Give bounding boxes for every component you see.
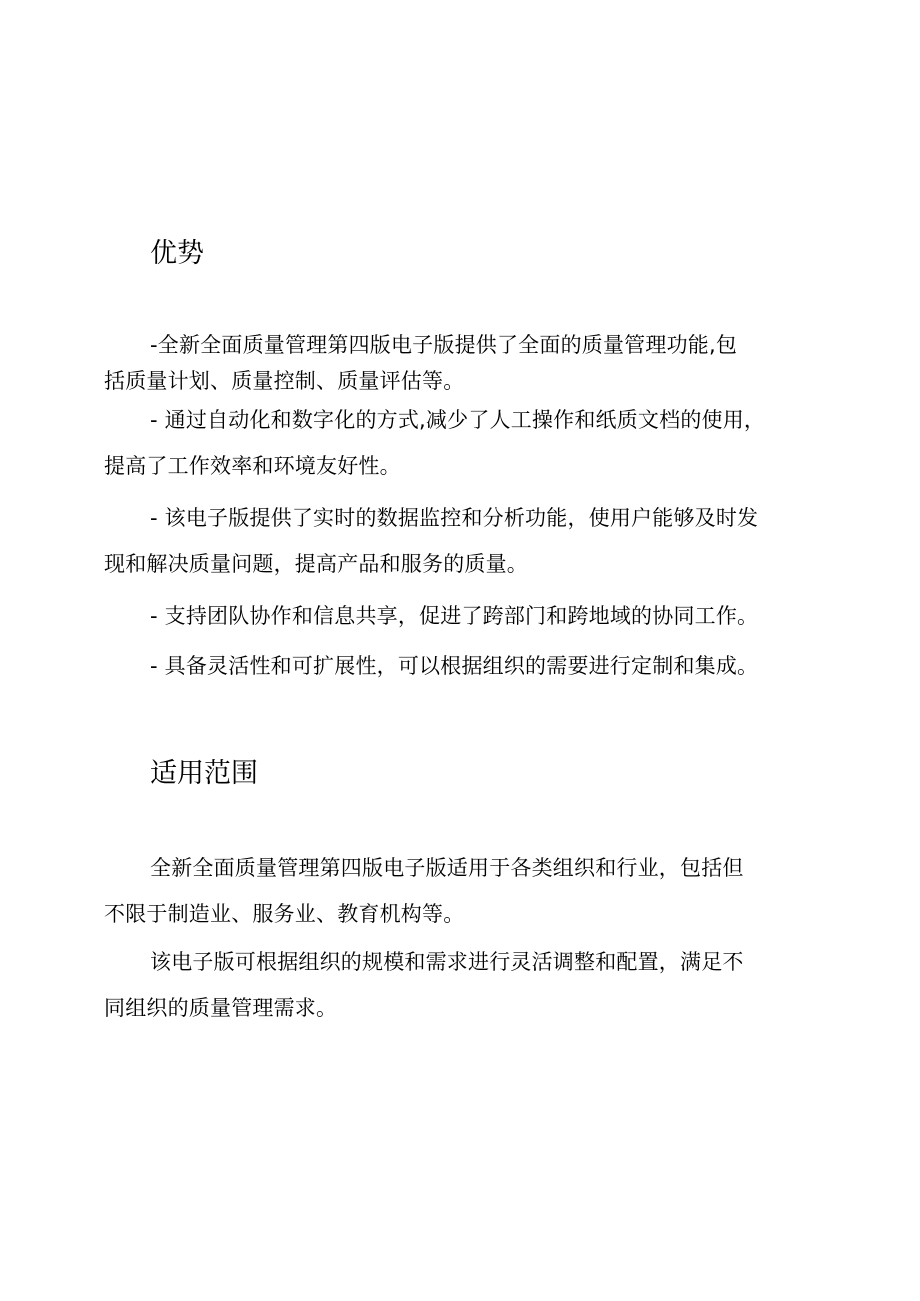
advantage-paragraph-3 bbox=[104, 500, 804, 582]
paragraph-line: 该电子版可根据组织的规模和需求进行灵活调整和配置，满足不 bbox=[150, 950, 744, 974]
section-heading-advantages: 优势 bbox=[150, 238, 204, 269]
paragraph-line: 现和解决质量问题，提高产品和服务的质量。 bbox=[104, 552, 528, 576]
paragraph-line: -全新全面质量管理第四版电子版提供了全面的质量管理功能,包 bbox=[150, 333, 738, 357]
paragraph-line: 提高了工作效率和环境友好性。 bbox=[104, 454, 401, 478]
paragraph-line: - 具备灵活性和可扩展性，可以根据组织的需要进行定制和集成。 bbox=[150, 654, 759, 678]
advantage-paragraph-1 bbox=[104, 327, 804, 399]
paragraph-line: - 通过自动化和数字化的方式,减少了人工操作和纸质文档的使用， bbox=[150, 408, 766, 432]
paragraph-line: 括质量计划、质量控制、质量评估等。 bbox=[104, 369, 465, 393]
paragraph-line: - 该电子版提供了实时的数据监控和分析功能，使用户能够及时发 bbox=[150, 506, 759, 530]
paragraph-line: 不限于制造业、服务业、教育机构等。 bbox=[104, 902, 465, 926]
advantage-paragraph-5 bbox=[104, 648, 804, 684]
paragraph-line: - 支持团队协作和信息共享，促进了跨部门和跨地域的协同工作。 bbox=[150, 604, 759, 628]
paragraph-line: 全新全面质量管理第四版电子版适用于各类组织和行业，包括但 bbox=[150, 856, 744, 880]
advantage-paragraph-4 bbox=[104, 598, 804, 634]
advantage-paragraph-2 bbox=[104, 402, 804, 484]
section-heading-scope: 适用范围 bbox=[150, 758, 258, 789]
paragraph-line: 同组织的质量管理需求。 bbox=[104, 996, 338, 1020]
scope-paragraph-1 bbox=[104, 850, 804, 932]
scope-paragraph-2 bbox=[104, 944, 804, 1026]
